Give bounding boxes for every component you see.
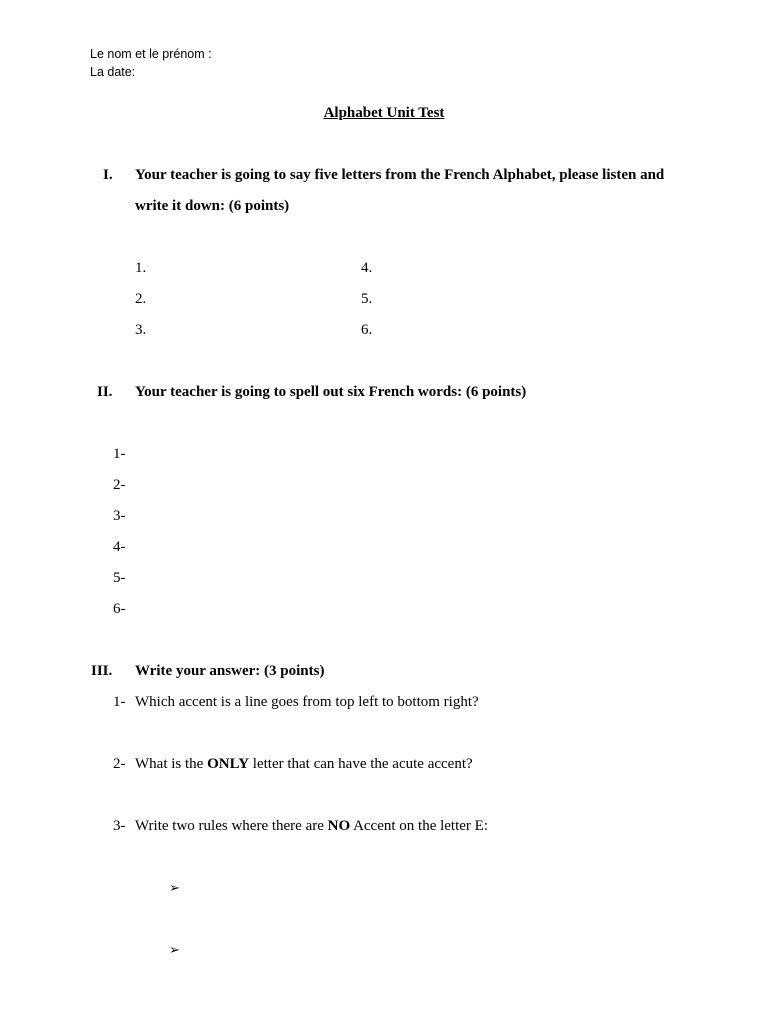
section-2-item: 5- xyxy=(113,570,126,586)
section-3-numeral: III. xyxy=(91,663,113,679)
section-1-item: 2. xyxy=(135,291,147,307)
section-2-item: 2- xyxy=(113,477,126,493)
question-3-number: 3- xyxy=(113,818,126,834)
question-3-emphasis: NO xyxy=(327,818,351,834)
section-2-item: 6- xyxy=(113,601,126,617)
section-1-numeral: I. xyxy=(103,167,113,183)
question-1-number: 1- xyxy=(113,694,126,710)
section-2-item: 3- xyxy=(113,508,126,524)
question-2-text-pre: What is the xyxy=(135,756,208,772)
question-3-text xyxy=(135,818,488,835)
question-2-number: 2- xyxy=(113,756,126,772)
question-3-text-post: Accent on the letter E: xyxy=(350,818,489,834)
arrow-bullet-icon: ➢ xyxy=(169,943,180,958)
question-2-text xyxy=(135,756,473,773)
section-1-heading-line-1: Your teacher is going to say five letters from the French Alphabet, please listen and xyxy=(135,167,665,183)
section-1-heading-line-2: write it down: (6 points) xyxy=(135,198,290,214)
section-2-item: 1- xyxy=(113,446,126,462)
section-2-heading: Your teacher is going to spell out six French words: (6 points) xyxy=(135,384,527,400)
section-2-item: 4- xyxy=(113,539,126,555)
document-title: Alphabet Unit Test xyxy=(323,105,445,121)
section-1-item: 3. xyxy=(135,322,147,338)
section-1-item: 6. xyxy=(361,322,373,338)
section-1-item: 5. xyxy=(361,291,373,307)
section-1-item: 4. xyxy=(361,260,373,276)
name-label: Le nom et le prénom : xyxy=(90,47,212,61)
date-label: La date: xyxy=(90,65,136,79)
question-2-text-post: letter that can have the acute accent? xyxy=(249,756,473,772)
question-2-emphasis: ONLY xyxy=(207,756,250,772)
section-1-item: 1. xyxy=(135,260,147,276)
question-1-text: Which accent is a line goes from top left to bottom right? xyxy=(135,694,479,710)
arrow-bullet-icon: ➢ xyxy=(169,881,180,896)
section-3-heading: Write your answer: (3 points) xyxy=(135,663,325,679)
section-2-numeral: II. xyxy=(97,384,113,400)
question-3-text-pre: Write two rules where there are xyxy=(135,818,328,834)
